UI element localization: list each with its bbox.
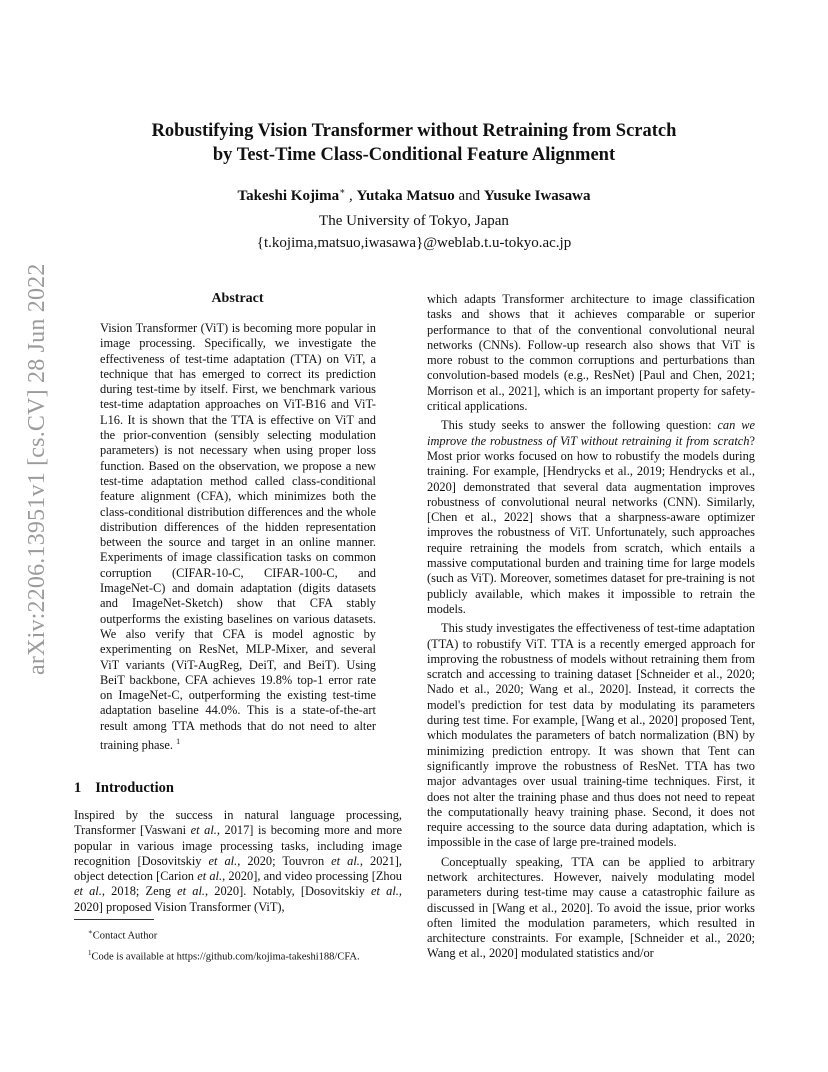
author-1: Takeshi Kojima <box>237 188 340 204</box>
abstract-text: Vision Transformer (ViT) is becoming more popular in image processing. Specifically, we investigate the effectiveness of test-time adaptation (TTA) on ViT, a technique that has emerged to correct its prediction during test-time by itself. First, we benchmark various test-time adaptation approaches on ViT-B16 and ViT-L16. It is shown that the TTA is effective on ViT and the prior-convention (sensibly selecting modulation parameters) is not necessary when using proper loss function. Based on the observation, we propose a new test-time adaptation method called class-conditional feature alignment (CFA), which minimizes both the class-conditional distribution differences and the whole distribution differences of the hidden representation between the source and target in an online manner. Experiments of image classification tasks on common corruption (CIFAR-10-C, CIFAR-100-C, and ImageNet-C) and domain adaptation (digits datasets and ImageNet-Sketch) show that CFA stably outperforms the existing baselines on various datasets. We also verify that CFA is model agnostic by experimenting on ResNet, MLP-Mixer, and several ViT variants (ViT-AugReg, DeiT, and BeiT). Using BeiT backbone, CFA achieves 19.8% top-1 error rate on ImageNet-C, outperforming the existing test-time adaptation baseline 44.0%. This is a state-of-the-art result among TTA methods that do not need to alter training phase. <box>100 321 376 753</box>
research-question: can we improve the robustness of ViT without retraining it from scratch <box>427 418 755 448</box>
right-paragraph-1: which adapts Transformer architecture to image classification tasks and shows that it achieves comparable or superior performance to that of the conventional convolutional neural networks (CNNs). Follow-up research also shows that ViT is more robust to the common corruptions and perturbations than convolution-based models (e.g., ResNet) [Paul and Chen, 2021; Morrison et al., 2021], which is an important property for safety-critical applications. <box>427 292 755 414</box>
author-2: Yutaka Matsuo <box>356 188 455 204</box>
author-list: Takeshi Kojima∗ , Yutaka Matsuo and Yusuke Iwasawa <box>237 186 591 204</box>
section-heading-introduction <box>74 780 174 797</box>
arxiv-identifier: arXiv:2206.13951v1 [cs.CV] 28 Jun 2022 <box>24 263 50 675</box>
affiliation-block <box>0 210 828 254</box>
abstract-body <box>100 321 376 753</box>
footnotes <box>74 924 409 965</box>
paper-title <box>0 119 828 167</box>
right-paragraph-2: This study seeks to answer the following question: can we improve the robustness of ViT without retraining it from scratch? Most prior works focused on how to robustify the models during training. For example, [Hendrycks et al., 2019; Hendrycks et al., 2020] demonstrated that several data augmentation improves robustness of convolutional neural networks (CNN). Similarly, [Chen et al., 2022] shows that a sharpness-aware optimizer improves the robustness of ViT. Unfortunately, such approaches require retraining the models from scratch, which entails a massive computational burden and training time for large models (such as ViT). Moreover, sometimes dataset for pre-training is not publicly available, which makes it impossible to retrain the models. <box>427 418 755 616</box>
title-line-1: Robustifying Vision Transformer without Retraining from Scratch <box>151 121 677 141</box>
author-3: Yusuke Iwasawa <box>483 188 591 204</box>
affiliation: The University of Tokyo, Japan <box>319 213 509 229</box>
abstract-footnote-mark: 1 <box>176 737 181 747</box>
introduction-paragraph-1: Inspired by the success in natural language processing, Transformer [Vaswani et al., 2017] is becoming more and more popular in various image processing tasks, including image recognition [Dosovitskiy et al., 2020; Touvron et al., 2021], object detection [Carion et al., 2020], and video processing [Zhou et al., 2018; Zeng et al., 2020]. Notably, [Dosovitskiy et al., 2020] proposed Vision Transformer (ViT), <box>74 808 403 914</box>
right-paragraph-4: Conceptually speaking, TTA can be applied to arbitrary network architectures. However, naively modulating model parameters during test-time may cause a catastrophic failure as discussed in [Wang et al., 2020]. To avoid the issue, prior works often limited the modulation parameters, which resulted in architecture constraints. For example, [Schneider et al., 2020; Wang et al., 2020] modulated statistics and/or <box>427 854 755 961</box>
email: {t.kojima,matsuo,iwasawa}@weblab.t.u-tokyo.ac.jp <box>256 235 572 251</box>
section-number: 1 <box>74 780 82 796</box>
title-line-2: by Test-Time Class-Conditional Feature Alignment <box>212 145 616 165</box>
section-title: Introduction <box>95 780 174 796</box>
footnote-code: $^1$Code is available at https://github.com/kojima-takeshi188/CFA. <box>88 948 360 962</box>
author-1-mark: ∗ <box>339 186 346 196</box>
abstract-heading: Abstract <box>211 291 264 306</box>
footnote-rule <box>74 919 154 920</box>
footnote-contact: ∗Contact Author <box>88 928 158 942</box>
right-column <box>427 292 755 962</box>
right-paragraph-3: This study investigates the effectiveness of test-time adaptation (TTA) to robustify ViT. TTA is a recently emerged approach for improving the robustness of models without retraining them from scratch and accessing to training dataset [Schneider et al., 2020; Nado et al., 2020; Wang et al., 2020]. Instead, it corrects the model's prediction for test data by modulating its parameters during test time. For example, [Wang et al., 2020] proposed Tent, which modulates the parameters of batch normalization (BN) by minimizing prediction entropy. It was shown that Tent can significantly improve the robustness of ResNet. TTA has two major advantages over usual training-time techniques. First, it does not alter the training phase and thus does not need to repeat the computationally heavy training phase. Second, it does not require accessing to the source data during adaptation, which is impossible in the case of large pre-trained models. <box>427 621 755 850</box>
